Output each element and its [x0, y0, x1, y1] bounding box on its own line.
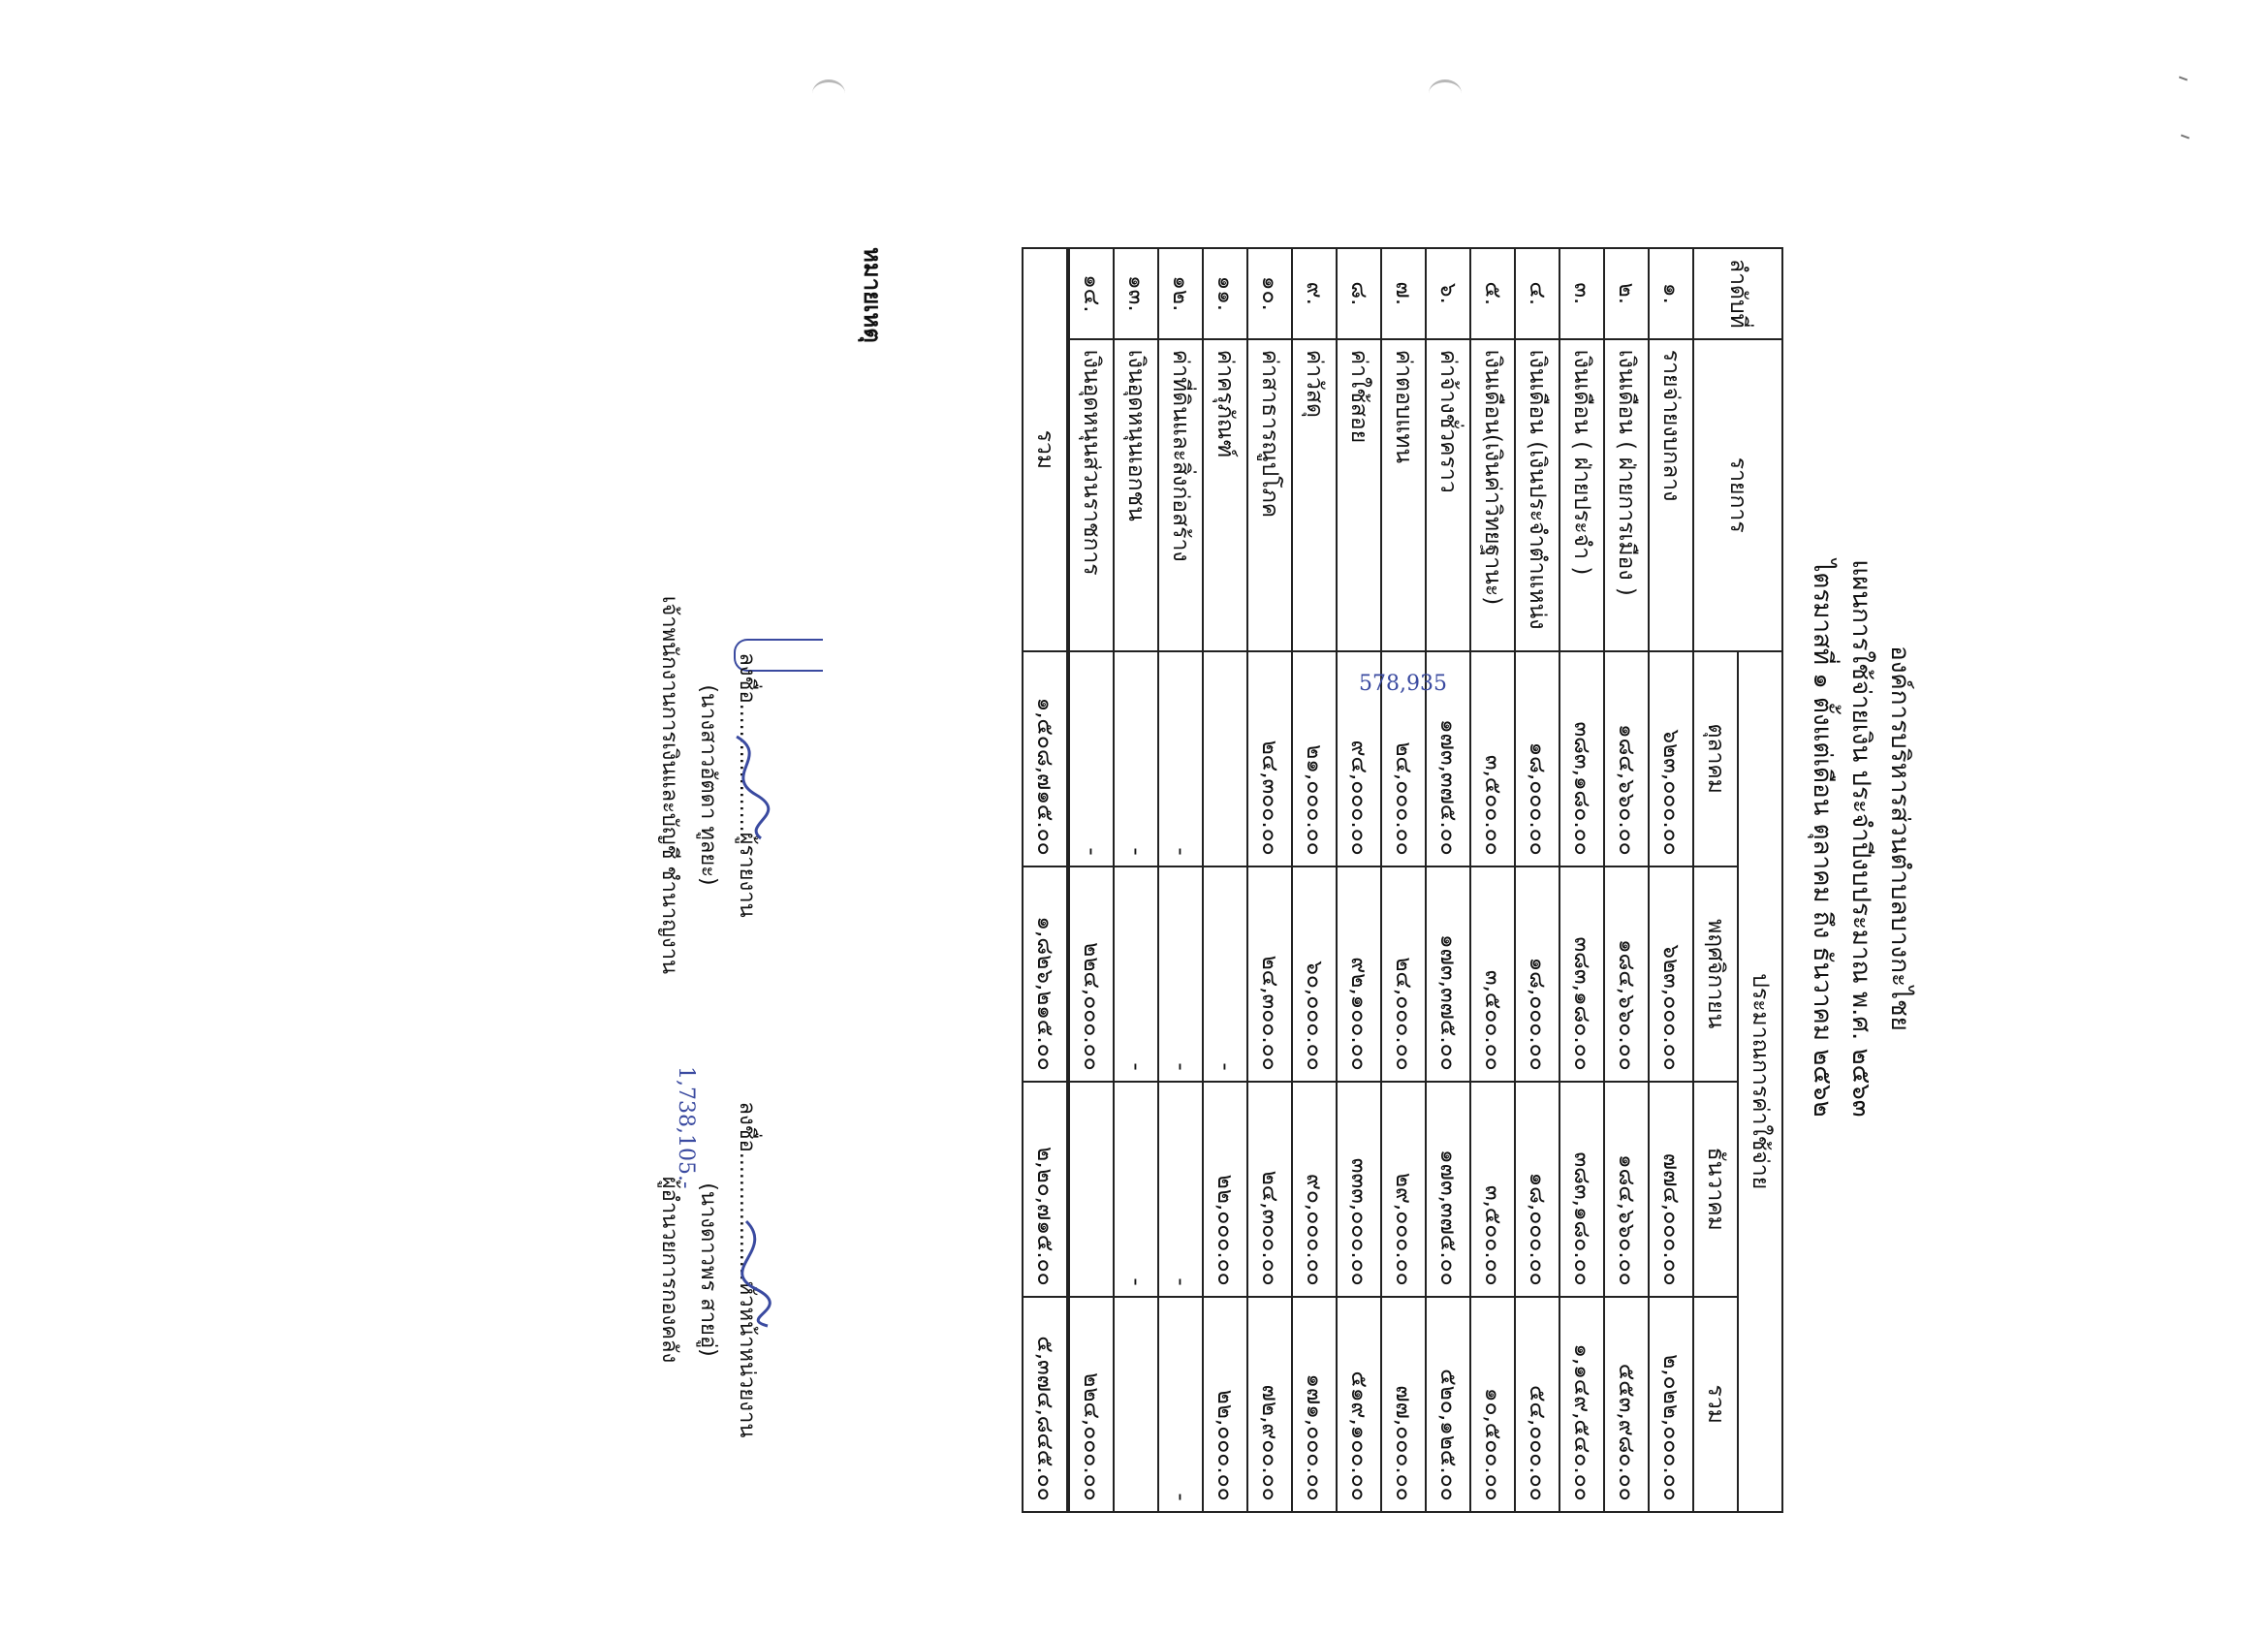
spending-table	[1022, 247, 1783, 1513]
col-header-month: ธันวาคม	[1693, 1082, 1738, 1297]
signature-block-reporter	[649, 582, 766, 989]
row-value: ๑๘,๐๐๐.๐๐	[1515, 651, 1559, 866]
table-row	[1114, 248, 1158, 1512]
signer-position: ผู้อำนวยการกองคลัง	[657, 1176, 681, 1364]
table-row	[1068, 248, 1114, 1512]
row-value: ๑๗๓,๓๗๕.๐๐	[1426, 866, 1470, 1082]
row-item: เงินเดือน(เงินค่าวิทยฐานะ)	[1470, 339, 1515, 651]
table-row	[1203, 248, 1247, 1512]
row-number: ๑๒.	[1158, 248, 1203, 339]
row-item: ค่าสาธารณูปโภค	[1247, 339, 1292, 651]
row-value: ๑๘๔,๖๖๐.๐๐	[1604, 1082, 1649, 1297]
signer-name: (นางดาวพร สายอู่)	[696, 1182, 720, 1357]
row-value: -	[1114, 866, 1158, 1082]
row-number: ๘.	[1337, 248, 1381, 339]
row-number: ๙.	[1292, 248, 1337, 339]
signature-line: ลงชื่อ...................หัวหน้าหน่วยงาน	[735, 1101, 759, 1438]
row-value: -	[1158, 651, 1203, 866]
row-item: เงินเดือน ( ฝ่ายประจำ )	[1559, 339, 1604, 651]
row-value: -	[1068, 651, 1114, 866]
row-value: ๕๑๙,๑๐๐.๐๐	[1337, 1297, 1381, 1512]
row-value: ๒๒๔,๐๐๐.๐๐	[1068, 1297, 1114, 1512]
row-value: ๒๔,๓๐๐.๐๐	[1247, 866, 1292, 1082]
row-value: ๒,๐๒๒,๐๐๐.๐๐	[1649, 1297, 1693, 1512]
row-value: ๑๐,๕๐๐.๐๐	[1470, 1297, 1515, 1512]
row-value: ๖๒๓,๐๐๐.๐๐	[1649, 651, 1693, 866]
signer-name: (นางสาวอัตดา ทูลยะ)	[696, 684, 720, 886]
row-item: ค่าตอบแทน	[1381, 339, 1426, 651]
handwritten-signature	[717, 727, 775, 843]
row-value: ๓๓๓,๐๐๐.๐๐	[1337, 1082, 1381, 1297]
row-value: ๓,๕๐๐.๐๐	[1470, 651, 1515, 866]
row-item: ค่าที่ดินและสิ่งก่อสร้าง	[1158, 339, 1203, 651]
signature-block-head	[649, 1066, 766, 1473]
table-row	[1559, 248, 1604, 1512]
total-cell: ๕,๓๗๔,๘๔๕.๐๐	[1023, 1297, 1068, 1512]
document-header	[1803, 39, 1919, 1638]
row-value: ๑๗๓,๓๗๕.๐๐	[1426, 1082, 1470, 1297]
signature-line: ลงชื่อ...................ผู้รายงาน	[735, 652, 759, 918]
row-value: ๑๘,๐๐๐.๐๐	[1515, 1082, 1559, 1297]
row-value	[1114, 1297, 1158, 1512]
handwritten-signature	[717, 1212, 775, 1328]
row-item: ค่าวัสดุ	[1292, 339, 1337, 651]
table-row	[1470, 248, 1515, 1512]
row-value: ๒๔,๓๐๐.๐๐	[1247, 1082, 1292, 1297]
row-value: ๗๒,๙๐๐.๐๐	[1247, 1297, 1292, 1512]
row-value: -	[1158, 1082, 1203, 1297]
table-row	[1381, 248, 1426, 1512]
row-value: ๒๔,๐๐๐.๐๐	[1381, 651, 1426, 866]
row-value: ๑๘๔,๖๖๐.๐๐	[1604, 866, 1649, 1082]
row-item: เงินเดือน ( ฝ่ายการเมือง )	[1604, 339, 1649, 651]
row-value: -	[1114, 651, 1158, 866]
col-header-month: พฤศจิกายน	[1693, 866, 1738, 1082]
table-row	[1604, 248, 1649, 1512]
spending-plan-document	[407, 39, 1919, 1638]
row-number: ๒.	[1604, 248, 1649, 339]
row-number: ๔.	[1515, 248, 1559, 339]
scan-speck	[2181, 135, 2189, 140]
table-row	[1247, 248, 1292, 1512]
total-cell: ๑,๘๒๖,๒๑๕.๐๐	[1023, 866, 1068, 1082]
total-row	[1023, 248, 1068, 1512]
col-header-item: รายการ	[1693, 339, 1782, 651]
row-number: ๑๓.	[1114, 248, 1158, 339]
row-value: ๕๕๓,๙๘๐.๐๐	[1604, 1297, 1649, 1512]
row-value: ๓,๕๐๐.๐๐	[1470, 866, 1515, 1082]
row-value: ๓๘๓,๑๘๐.๐๐	[1559, 1082, 1604, 1297]
row-value: ๙๔,๐๐๐.๐๐	[1337, 651, 1381, 866]
row-value: ๕๒๐,๑๒๕.๐๐	[1426, 1297, 1470, 1512]
row-value: ๖๐,๐๐๐.๐๐	[1292, 866, 1337, 1082]
row-value: ๕๔,๐๐๐.๐๐	[1515, 1297, 1559, 1512]
row-value	[1068, 1082, 1114, 1297]
row-value: ๑๗๑,๐๐๐.๐๐	[1292, 1297, 1337, 1512]
document-period: ไตรมาสที่ ๑ ตั้งแต่เดือน ตุลาคม ถึง ธันวาคม ๒๕๖๒	[1808, 559, 1837, 1118]
signer-position: เจ้าพนักงานการเงินและบัญชี ชำนาญงาน	[657, 595, 681, 975]
table-row	[1515, 248, 1559, 1512]
table-row	[1426, 248, 1470, 1512]
row-value: ๑๘๔,๖๖๐.๐๐	[1604, 651, 1649, 866]
row-number: ๑๐.	[1247, 248, 1292, 339]
row-value: ๒๔,๓๐๐.๐๐	[1247, 651, 1292, 866]
row-item: เงินอุดหนุนเอกชน	[1114, 339, 1158, 651]
total-cell: ๑,๕๐๘,๗๑๕.๐๐	[1023, 651, 1068, 866]
col-header-no: ลำดับที่	[1693, 248, 1782, 339]
row-value: ๓๘๓,๑๘๐.๐๐	[1559, 866, 1604, 1082]
handwritten-sum: 1,738,105.-	[674, 1066, 698, 1189]
row-item: เงินเดือน (เงินประจำตำแหน่ง	[1515, 339, 1559, 651]
row-number: ๑.	[1649, 248, 1693, 339]
row-item: ค่าใช้สอย	[1337, 339, 1381, 651]
row-value: ๒๙,๐๐๐.๐๐	[1381, 1082, 1426, 1297]
col-header-month: ตุลาคม	[1693, 651, 1738, 866]
org-name: องค์การบริหารส่วนตำบลบางกะไชย	[1885, 646, 1914, 1031]
row-value: -	[1158, 866, 1203, 1082]
notes-label: หมายเหตุ	[859, 247, 886, 343]
row-value: ๒๒๔,๐๐๐.๐๐	[1068, 866, 1114, 1082]
row-value: -	[1114, 1082, 1158, 1297]
row-value: ๓,๕๐๐.๐๐	[1470, 1082, 1515, 1297]
row-value: ๑,๑๔๙,๕๔๐.๐๐	[1559, 1297, 1604, 1512]
row-value: ๓๘๓,๑๘๐.๐๐	[1559, 651, 1604, 866]
col-header-total: รวม	[1693, 1297, 1738, 1512]
row-value: ๗๗๔,๐๐๐.๐๐	[1649, 1082, 1693, 1297]
row-item: ค่าจ้างชั่วคราว	[1426, 339, 1470, 651]
row-value: ๒๔,๐๐๐.๐๐	[1381, 866, 1426, 1082]
handwritten-subtotal: 578,935	[1359, 671, 1447, 696]
row-number: ๖.	[1426, 248, 1470, 339]
row-item: รายจ่ายงบกลาง	[1649, 339, 1693, 651]
table-row	[1649, 248, 1693, 1512]
row-value: ๙๒,๑๐๐.๐๐	[1337, 866, 1381, 1082]
table-row	[1292, 248, 1337, 1512]
row-value: ๖๒๓,๐๐๐.๐๐	[1649, 866, 1693, 1082]
row-number: ๓.	[1559, 248, 1604, 339]
row-value: ๑๘,๐๐๐.๐๐	[1515, 866, 1559, 1082]
row-item: เงินอุดหนุนส่วนราชการ	[1068, 339, 1114, 651]
row-number: ๑๑.	[1203, 248, 1247, 339]
row-number: ๗.	[1381, 248, 1426, 339]
total-cell: ๒,๒๐,๗๑๕.๐๐	[1023, 1082, 1068, 1297]
row-value: ๑๗๓,๓๗๕.๐๐	[1426, 651, 1470, 866]
table-row	[1158, 248, 1203, 1512]
row-value: ๙๐,๐๐๐.๐๐	[1292, 1082, 1337, 1297]
document-title: แผนการใช้จ่ายเงิน ประจำปีงบประมาณ พ.ศ. ๒๕๖๓	[1846, 559, 1875, 1118]
row-value: ๒๒,๐๐๐.๐๐	[1203, 1082, 1247, 1297]
col-header-estimate: ประมาณการค่าใช้จ่าย	[1738, 651, 1782, 1512]
row-item: ค่าครุภัณฑ์	[1203, 339, 1247, 651]
total-label: รวม	[1023, 248, 1068, 651]
table-row	[1337, 248, 1381, 1512]
row-value: ๗๗,๐๐๐.๐๐	[1381, 1297, 1426, 1512]
row-value: ๒๒,๐๐๐.๐๐	[1203, 1297, 1247, 1512]
row-value: -	[1158, 1297, 1203, 1512]
scan-speck	[2179, 77, 2188, 81]
row-value: ๒๑,๐๐๐.๐๐	[1292, 651, 1337, 866]
row-value: -	[1203, 866, 1247, 1082]
row-value	[1203, 651, 1247, 866]
row-number: ๕.	[1470, 248, 1515, 339]
row-number: ๑๔.	[1068, 248, 1114, 339]
